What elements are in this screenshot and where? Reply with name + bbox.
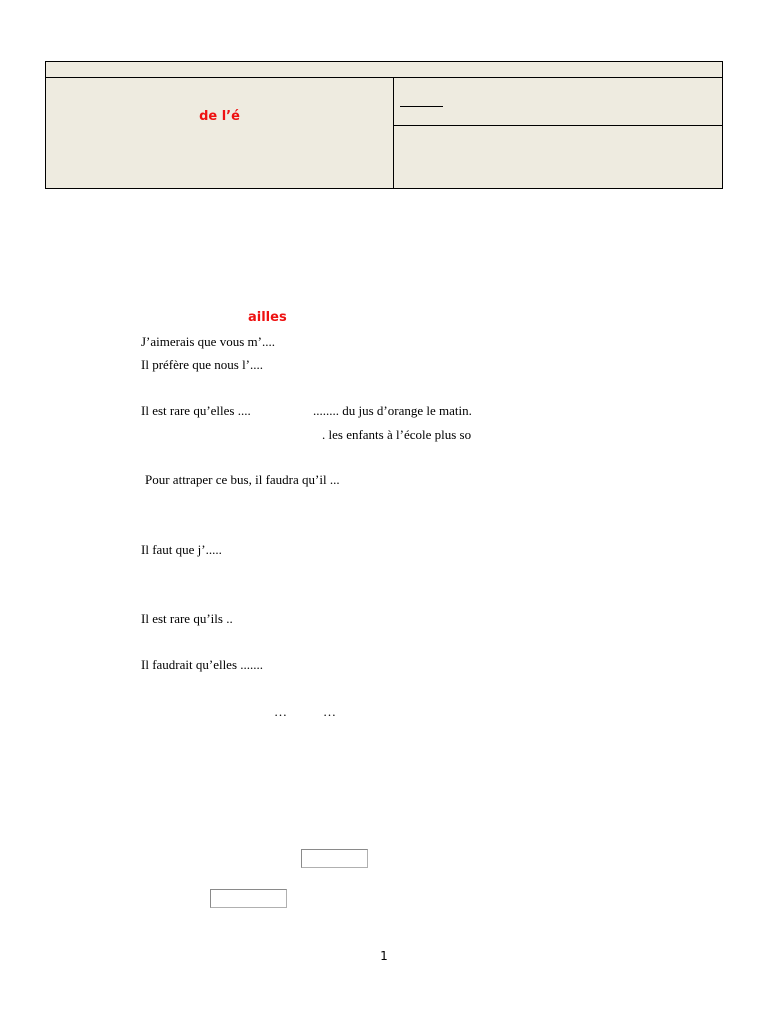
exercise-line-3: Il est rare qu’elles .... bbox=[141, 403, 251, 418]
exercise-line-4: . les enfants à l’école plus so bbox=[322, 427, 472, 442]
exercise-line-7: Il est rare qu’ils .. bbox=[141, 611, 233, 626]
header-underline-blank bbox=[400, 106, 443, 107]
header-left-cell bbox=[46, 78, 394, 188]
header-right-top-cell bbox=[394, 78, 722, 126]
exercise-line-1: J’aimerais que vous m’.... bbox=[141, 334, 275, 349]
ellipsis-1: … bbox=[274, 704, 287, 719]
exercise-line-3-continued: ........ du jus d’orange le matin. bbox=[313, 403, 472, 418]
page-number: 1 bbox=[380, 949, 388, 963]
exercise-line-2: Il préfère que nous l’.... bbox=[141, 357, 264, 372]
header-title: de l’é bbox=[199, 109, 240, 124]
exercise-line-8: Il faudrait qu’elles ....... bbox=[141, 657, 264, 672]
answer-input-2[interactable] bbox=[210, 889, 287, 908]
answer-input-1[interactable] bbox=[301, 849, 368, 868]
exercise-heading: ailles bbox=[248, 310, 287, 325]
exercise-line-5: Pour attraper ce bus, il faudra qu’il ... bbox=[145, 472, 340, 487]
ellipsis-2: … bbox=[323, 704, 336, 719]
header-top-strip bbox=[46, 62, 722, 78]
header-right-bottom-cell bbox=[394, 126, 722, 188]
header-table bbox=[45, 61, 723, 189]
exercise-line-6: Il faut que j’..... bbox=[141, 542, 222, 557]
